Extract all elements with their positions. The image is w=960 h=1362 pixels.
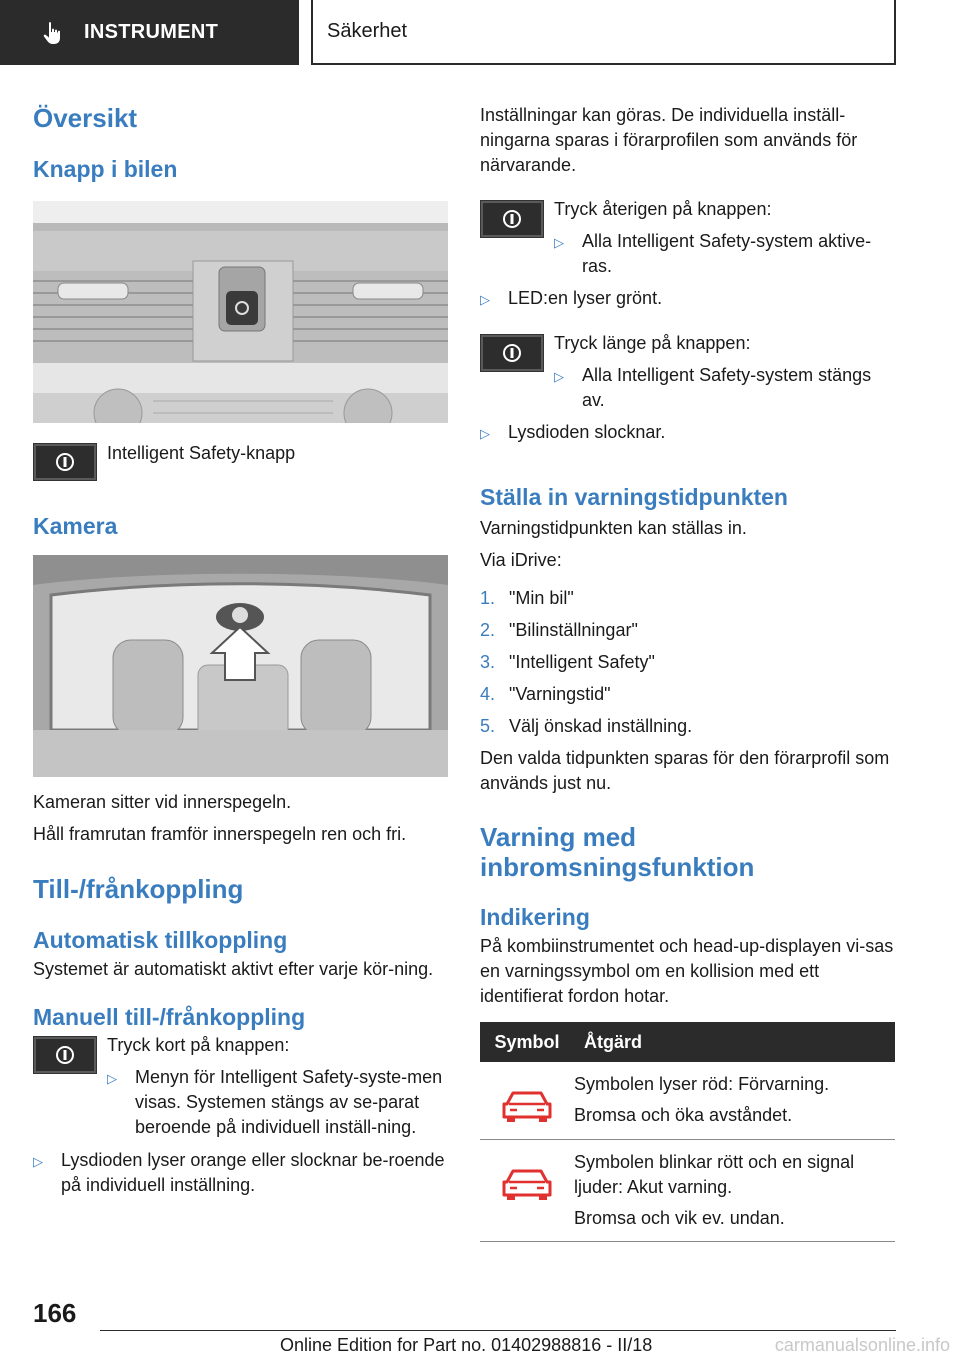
table-header-row <box>480 1022 895 1062</box>
heading-automatisk-tillkoppling: Automatisk tillkoppling <box>33 927 288 953</box>
press-again-item <box>554 229 894 279</box>
intelligent-safety-button-icon <box>33 443 97 481</box>
knapp-caption-row <box>33 443 448 481</box>
led-off-text: Lysdioden slocknar. <box>508 422 666 442</box>
symbol-table <box>480 1022 895 1242</box>
heading-varning-line-2: inbromsningsfunktion <box>480 852 755 882</box>
heading-knapp-i-bilen: Knapp i bilen <box>33 156 178 182</box>
manuell-row <box>33 1036 448 1140</box>
manuell-item-2 <box>33 1148 448 1198</box>
manuell-item-1 <box>107 1065 447 1140</box>
action-cell <box>574 1140 895 1242</box>
heading-varning-line-1: Varning med <box>480 822 637 852</box>
heading-till-frankoppling: Till-/frånkoppling <box>33 874 244 904</box>
steps-list <box>480 586 895 739</box>
triangle-bullet-icon: ▷ <box>554 369 564 384</box>
button-photo <box>33 201 448 423</box>
stalla-text-2: Via iDrive: <box>480 550 562 570</box>
section-label: Säkerhet <box>327 20 408 42</box>
right-column <box>480 103 895 1242</box>
list-item: 1. "Min bil" <box>480 588 574 608</box>
indikering-text: På kombiinstrumentet och head-up-displayen vi-sas en varningssymbol om en kollision med ett identifierat fordon hotar. <box>480 936 894 1006</box>
list-item: 2. "Bilinställningar" <box>480 620 638 640</box>
left-column <box>33 92 448 1198</box>
settings-intro: Inställningar kan göras. De individuella inställ-ningarna sparas i förarprofilen som används för närvarande. <box>480 105 858 175</box>
heading-varning <box>480 822 895 882</box>
press-long-row <box>480 334 895 413</box>
manuell-item-1-text: Menyn för Intelligent Safety-syste-men visas. Systemen stängs av se-parat beroende på individuell inställ-ning. <box>135 1067 443 1137</box>
table-row <box>480 1140 895 1242</box>
stalla-after-text: Den valda tidpunkten sparas för den förarprofil som används just nu. <box>480 748 890 793</box>
auto-text: Systemet är automatiskt aktivt efter varje kör-ning. <box>33 959 434 979</box>
triangle-bullet-icon: ▷ <box>480 292 490 307</box>
row2-text-a: Symbolen blinkar rött och en signal ljuder: Akut varning. <box>574 1152 855 1197</box>
edition-text: Online Edition for Part no. 01402988816 - II/18 <box>280 1335 653 1355</box>
page-number: 166 <box>33 1298 77 1328</box>
footer-divider <box>100 1330 896 1331</box>
heading-stalla-in: Ställa in varningstidpunkten <box>480 484 788 510</box>
press-long-item-text: Alla Intelligent Safety-system stängs av. <box>582 365 872 410</box>
press-long-text: Tryck länge på knappen: <box>554 333 751 353</box>
led-green-text: LED:en lyser grönt. <box>508 288 663 308</box>
manuell-item-2-text: Lysdioden lyser orange eller slocknar be-roende på individuell inställning. <box>61 1150 445 1195</box>
camera-photo <box>33 555 448 777</box>
triangle-bullet-icon: ▷ <box>107 1071 117 1086</box>
intelligent-safety-button-icon <box>480 334 544 372</box>
windscreen-camera-illustration <box>33 555 448 777</box>
knapp-caption: Intelligent Safety-knapp <box>107 443 296 463</box>
heading-indikering: Indikering <box>480 904 590 930</box>
car-warning-icon <box>501 1090 553 1124</box>
press-again-row <box>480 200 895 279</box>
pointing-hand-icon <box>40 20 66 46</box>
row2-text-b: Bromsa och vik ev. undan. <box>574 1208 785 1228</box>
intelligent-safety-button-icon <box>480 200 544 238</box>
triangle-bullet-icon: ▷ <box>33 1154 43 1169</box>
kamera-text-2: Håll framrutan framför innerspegeln ren och fri. <box>33 824 407 844</box>
kamera-text-1: Kameran sitter vid innerspegeln. <box>33 792 292 812</box>
col-action: Åtgärd <box>574 1022 895 1062</box>
triangle-bullet-icon: ▷ <box>480 426 490 441</box>
table-row <box>480 1062 895 1140</box>
heading-kamera: Kamera <box>33 513 118 539</box>
symbol-cell <box>480 1140 574 1242</box>
intelligent-safety-button-icon <box>33 1036 97 1074</box>
list-item: 5. Välj önskad inställning. <box>480 716 693 736</box>
heading-manuell: Manuell till-/frånkoppling <box>33 1004 306 1030</box>
press-long-item <box>554 363 894 413</box>
heading-oversikt: Översikt <box>33 103 138 133</box>
led-off-item <box>480 420 895 446</box>
press-again-item-text: Alla Intelligent Safety-system aktive-ras. <box>582 231 872 276</box>
triangle-bullet-icon: ▷ <box>554 235 564 250</box>
action-cell <box>574 1062 895 1140</box>
list-item: 4. "Varningstid" <box>480 684 611 704</box>
list-item: 3. "Intelligent Safety" <box>480 652 655 672</box>
dashboard-vent-illustration <box>33 201 448 423</box>
section-header <box>311 0 896 65</box>
car-warning-blinking-icon <box>501 1168 553 1202</box>
row1-text-b: Bromsa och öka avståndet. <box>574 1105 793 1125</box>
led-green-item <box>480 286 895 312</box>
col-symbol: Symbol <box>480 1022 574 1062</box>
chapter-label: INSTRUMENT <box>84 21 219 43</box>
manuell-intro: Tryck kort på knappen: <box>107 1035 290 1055</box>
symbol-cell <box>480 1062 574 1140</box>
stalla-text-1: Varningstidpunkten kan ställas in. <box>480 518 747 538</box>
watermark-text: carmanualsonline.info <box>774 1335 950 1355</box>
press-again-text: Tryck återigen på knappen: <box>554 199 772 219</box>
row1-text-a: Symbolen lyser röd: Förvarning. <box>574 1074 830 1094</box>
chapter-tab[interactable] <box>0 0 299 65</box>
